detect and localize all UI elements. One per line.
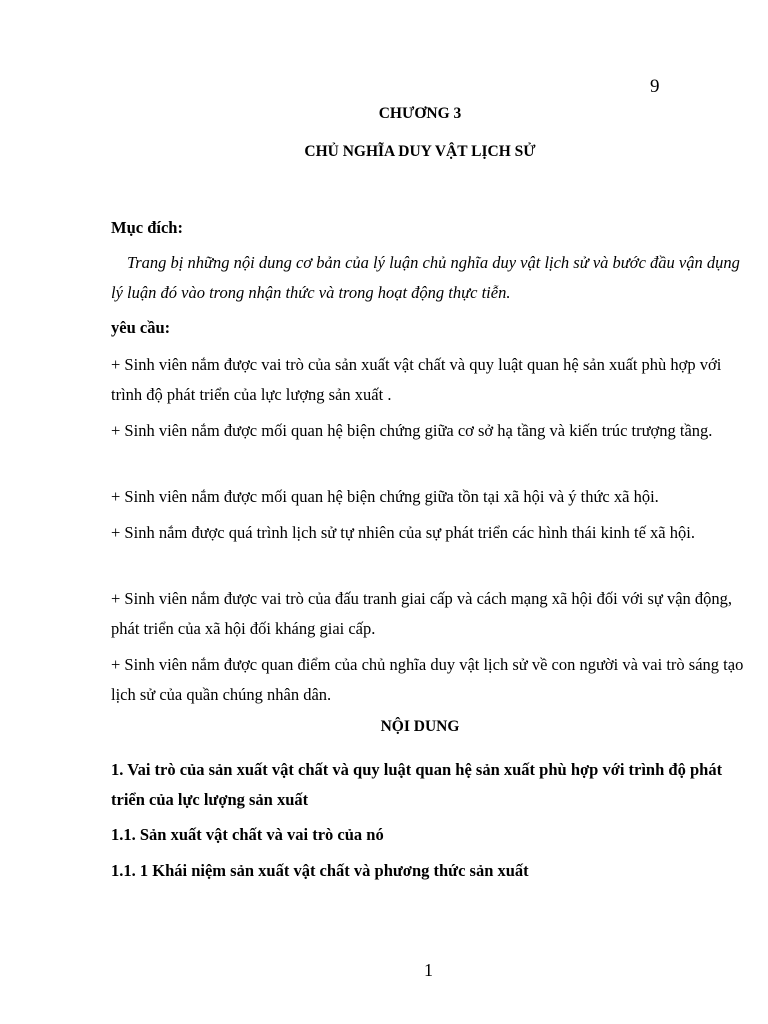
requirement-item: + Sinh viên nắm được quan điểm của chủ nghĩa duy vật lịch sử về con người và vai trò sáng tạo lịch sử của quần chúng nhân dân. [111,655,744,704]
section-heading-1-1-1: 1.1. 1 Khái niệm sản xuất vật chất và phương thức sản xuất [111,861,529,880]
requirement-item: + Sinh nắm được quá trình lịch sử tự nhiên của sự phát triển các hình thái kinh tế xã hội. [111,523,695,542]
purpose-text: Trang bị những nội dung cơ bản của lý luận chủ nghĩa duy vật lịch sử và bước đầu vận dụng lý luận đó vào trong nhận thức và trong hoạt động thực tiễn. [111,253,740,302]
section-heading-1: 1. Vai trò của sản xuất vật chất và quy luật quan hệ sản xuất phù hợp với trình độ phát triển của lực lượng sản xuất [111,760,723,809]
chapter-title: CHỦ NGHĨA DUY VẬT LỊCH SỬ [304,143,536,160]
content-heading: NỘI DUNG [380,718,460,735]
requirement-item: + Sinh viên nắm được vai trò của sản xuất vật chất và quy luật quan hệ sản xuất phù hợp với trình độ phát triển của lực lượng sản xuất . [111,355,722,404]
requirements-heading: yêu cầu: [111,318,171,337]
requirement-item: + Sinh viên nắm được mối quan hệ biện chứng giữa tồn tại xã hội và ý thức xã hội. [111,487,659,506]
purpose-heading: Mục đích: [111,218,183,237]
top-page-number: 9 [650,76,660,97]
footer-page-number: 1 [424,960,433,980]
section-heading-1-1: 1.1. Sản xuất vật chất và vai trò của nó [111,825,384,844]
requirement-item: + Sinh viên nắm được vai trò của đấu tranh giai cấp và cách mạng xã hội đối với sự vận động, phát triển của xã hội đối kháng giai cấp. [111,589,733,638]
chapter-label: CHƯƠNG 3 [378,105,462,122]
requirement-item: + Sinh viên nắm được mối quan hệ biện chứng giữa cơ sở hạ tầng và kiến trúc trượng tầng. [111,421,713,440]
